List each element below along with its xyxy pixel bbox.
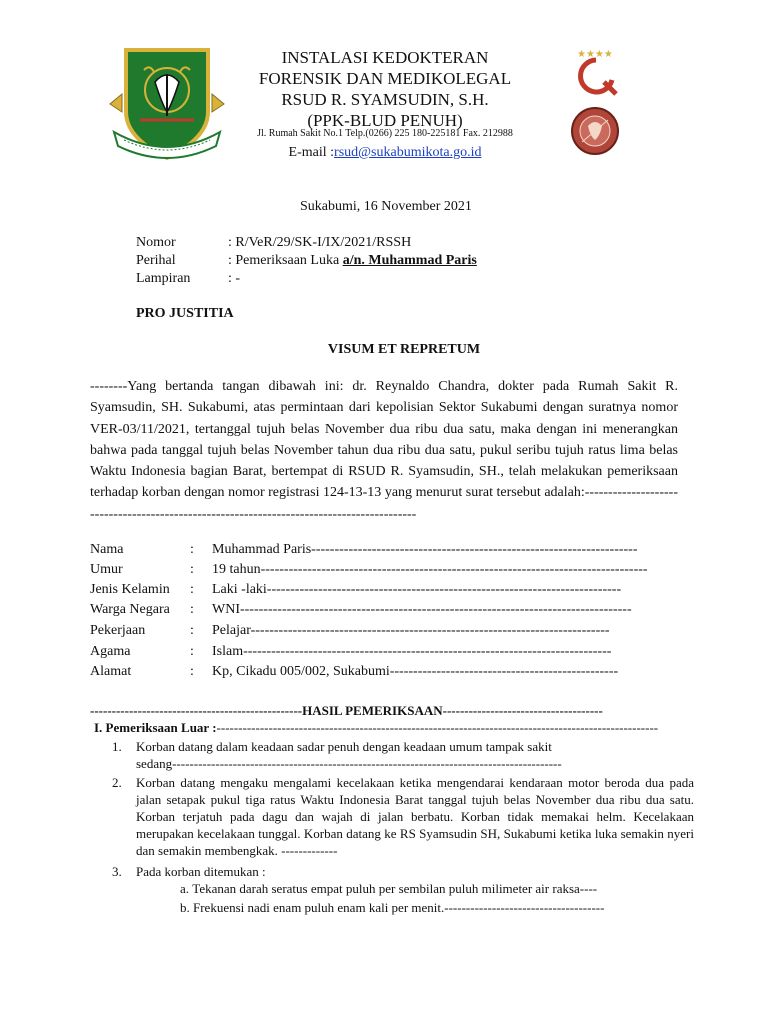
identity-colon: : xyxy=(190,623,194,638)
identity-colon: : xyxy=(190,542,194,557)
list-number: 3. xyxy=(112,864,122,879)
section-title-external-exam xyxy=(94,720,680,736)
sub-list-letter: b. xyxy=(180,900,190,915)
meta-label: Nomor xyxy=(136,235,176,250)
meta-value-bold: a/n. Muhammad Paris xyxy=(342,253,477,268)
document-title: VISUM ET REPRETUM xyxy=(327,342,481,357)
intro-paragraph: --------Yang bertanda tangan dibawah ini: dr. Reynaldo Chandra, dokter pada Rumah Sakit R. Syamsudin, SH. Sukabumi, atas permintaan dari kepolisian Sektor Sukabumi dengan suratnya nomor VER-03/11/2021, tertanggal tujuh belas November dua ribu dua satu, maka dengan ini menerangkan bahwa pada tanggal tujuh belas November tahun dua ribu dua satu, pukul seribu tujuh ratus lima belas Waktu Indonesia bagian Barat, bertempat di RSUD R. Syamsudin, SH., telah melakukan pemeriksaan terhadap korban dengan nomor registrasi 124-13-13 yang menurut surat tersebut adalah:------------------------------------------------------------------------------------------ xyxy=(90,379,678,522)
list-item xyxy=(112,863,696,880)
identity-row-jenis-kelamin xyxy=(90,582,680,598)
identity-label: Nama xyxy=(90,542,124,557)
sub-list-item xyxy=(180,900,680,916)
identity-row-agama xyxy=(90,644,680,660)
sub-list-text: Frekuensi nadi enam puluh enam kali per menit.------------------------------------- xyxy=(193,900,605,915)
letter-date: Sukabumi, 16 November 2021 xyxy=(300,199,472,214)
identity-label: Jenis Kelamin xyxy=(90,582,170,597)
sub-list-item xyxy=(180,881,680,897)
list-text: Korban datang mengaku mengalami kecelakaan ketika mengendarai kendaraan motor beroda dua pada jalan setapak pukul tiga ratus Waktu Indonesia Barat tanggal tujuh belas November dua ribu dua satu. Korban terjatuh pada dagu dan wajah di jalan berbatu. Korban tidak memakai helm. Kecelakaan merupakan kecelakaan tunggal. Korban datang ke RS Syamsudin SH, Sukabumi ketika luka semakin nyeri dan semakin membengkak. ------------- xyxy=(136,775,694,858)
list-number: 1. xyxy=(112,739,122,754)
identity-label: Warga Negara xyxy=(90,602,170,617)
identity-label: Umur xyxy=(90,562,123,577)
meta-label: Lampiran xyxy=(136,271,191,286)
identity-row-alamat xyxy=(90,664,680,680)
hospital-quality-logo xyxy=(568,46,624,98)
list-text: Pada korban ditemukan : xyxy=(136,864,266,879)
identity-value: WNI------------------------------------------------------------------------------------ xyxy=(212,602,632,617)
identity-colon: : xyxy=(190,664,194,679)
pro-justitia: PRO JUSTITIA xyxy=(136,306,234,321)
institution-email xyxy=(190,145,580,161)
identity-colon: : xyxy=(190,644,194,659)
identity-value: Pelajar----------------------------------------------------------------------------- xyxy=(212,623,610,638)
institution-name-line4: (PPK-BLUD PENUH) xyxy=(307,111,463,130)
identity-row-nama xyxy=(90,542,680,558)
results-heading: -------------------------------------------------HASIL PEMERIKSAAN------------------------------------- xyxy=(90,703,603,718)
sub-list-letter: a. xyxy=(180,881,190,896)
institution-name-line3: RSUD R. SYAMSUDIN, S.H. xyxy=(281,90,489,109)
meta-value: : Pemeriksaan Luka xyxy=(228,253,343,268)
identity-value: Laki -laki---------------------------------------------------------------------------- xyxy=(212,582,622,597)
identity-value: Islam------------------------------------------------------------------------------- xyxy=(212,644,612,659)
identity-row-pekerjaan xyxy=(90,623,680,639)
list-text xyxy=(136,738,694,772)
section-title: I. Pemeriksaan Luar : xyxy=(94,720,217,735)
meta-nomor xyxy=(136,235,411,251)
meta-lampiran xyxy=(136,271,240,287)
institution-name-line2: FORENSIK DAN MEDIKOLEGAL xyxy=(258,69,512,88)
identity-label: Alamat xyxy=(90,664,132,679)
identity-colon: : xyxy=(190,582,194,597)
list-number: 2. xyxy=(112,775,122,790)
forensic-seal-logo xyxy=(570,106,620,156)
meta-value: : R/VeR/29/SK-I/IX/2021/RSSH xyxy=(228,235,412,250)
svg-text:★★★★: ★★★★ xyxy=(577,49,613,60)
identity-label: Agama xyxy=(90,644,131,659)
meta-label: Perihal xyxy=(136,253,176,268)
identity-row-warga-negara xyxy=(90,602,680,618)
identity-colon: : xyxy=(190,602,194,617)
identity-row-umur xyxy=(90,562,680,578)
email-label: E-mail : xyxy=(288,145,335,160)
list-item xyxy=(112,774,696,859)
meta-perihal xyxy=(136,253,477,269)
identity-label: Pekerjaan xyxy=(90,623,146,638)
meta-value: : - xyxy=(228,271,241,286)
list-text-line: sedang------------------------------------------------------------------------------------------ xyxy=(136,756,562,771)
identity-value: Kp, Cikadu 005/002, Sukabumi------------------------------------------------- xyxy=(212,664,619,679)
email-link[interactable]: rsud@sukabumikota.go.id xyxy=(334,145,482,160)
list-item xyxy=(112,738,696,772)
section-dashes: ------------------------------------------------------------------------------------------------------ xyxy=(216,720,659,735)
identity-colon: : xyxy=(190,562,194,577)
sub-list-text: Tekanan darah seratus empat puluh per sembilan puluh milimeter air raksa---- xyxy=(192,881,598,896)
institution-address: Jl. Rumah Sakit No.1 Telp.(0266) 225 180-225181 Fax. 212988 xyxy=(257,128,513,139)
institution-name-line1: INSTALASI KEDOKTERAN xyxy=(281,48,489,67)
identity-value: 19 tahun----------------------------------------------------------------------------------- xyxy=(212,562,648,577)
identity-value: Muhammad Paris---------------------------------------------------------------------- xyxy=(212,542,638,557)
list-text-line: Korban datang dalam keadaan sadar penuh dengan keadaan umum tampak sakit xyxy=(136,739,552,754)
